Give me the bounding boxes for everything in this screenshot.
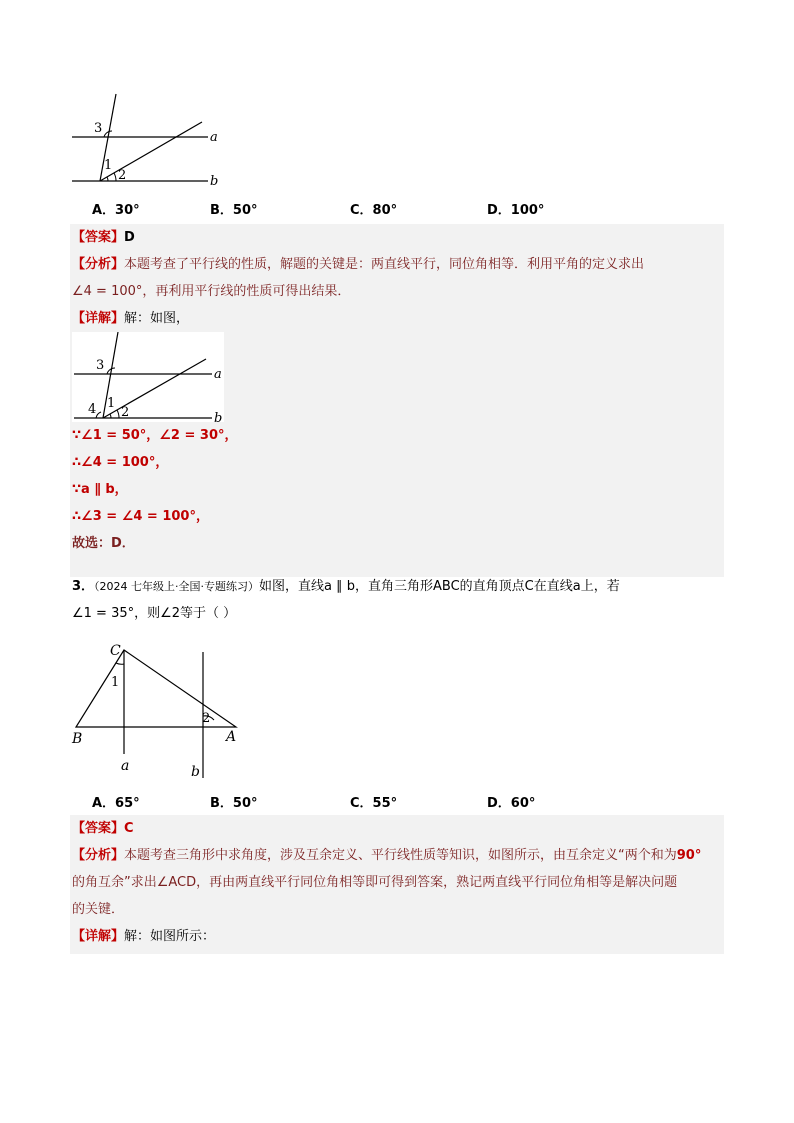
angle-4-label: 4: [88, 402, 97, 417]
line-b-label: b: [191, 764, 200, 780]
line-b-label: b: [210, 174, 219, 189]
angle-2-label: 2: [121, 405, 130, 420]
angle-1-label: 1: [111, 675, 120, 690]
detail-tag: 【详解】: [72, 929, 125, 944]
option-b: B．50°: [210, 203, 258, 218]
line-a-label: a: [214, 367, 222, 382]
angle-2-label: 2: [202, 711, 211, 726]
detail-intro: 解：如图所示：: [124, 929, 216, 944]
detail-intro: 解：如图，: [124, 311, 190, 326]
analysis-line-1: 本题考查了平行线的性质，解题的关键是：两直线平行，同位角相等．利用平角的定义求出: [124, 257, 645, 272]
analysis-line-2: 的角互余”求出∠ACD，再由两直线平行同位角相等即可得到答案，熟记两直线平行同位角相等是解决问题: [72, 875, 678, 890]
angle-3-label: 3: [96, 358, 105, 373]
answer-row: [70, 815, 724, 842]
parallel-lines-figure-2: [72, 332, 224, 422]
answer-value: D: [124, 230, 135, 245]
q2-solution-block: [70, 224, 724, 577]
detail-figure-frame: [72, 332, 224, 422]
option-c: C．80°: [350, 203, 398, 218]
analysis-line-2: ∠4 = 100°，再利用平行线的性质可得出结果．: [72, 284, 351, 299]
answer-tag: 【答案】: [72, 230, 125, 245]
question-3-line-2: ∠1 = 35°，则∠2等于（ ）: [72, 606, 237, 621]
angle-1-label: 1: [104, 158, 113, 173]
answer-tag: 【答案】: [72, 821, 125, 836]
option-c: C．55°: [350, 796, 398, 811]
q3-solution-block: [70, 815, 724, 954]
angle-3-label: 3: [94, 121, 103, 136]
line-a-label: a: [121, 758, 130, 774]
analysis-line-3: 的关键．: [72, 902, 125, 917]
right-triangle-figure: [68, 634, 248, 780]
option-a: A．65°: [92, 796, 140, 811]
vertex-b-label: B: [72, 731, 83, 747]
angle-2-label: 2: [118, 168, 127, 183]
vertex-c-label: C: [110, 643, 121, 659]
analysis-tag: 【分析】: [72, 257, 125, 272]
answer-row: [70, 224, 724, 251]
question-text-1: 如图，直线a ∥ b，直角三角形ABC的直角顶点C在直线a上，若: [259, 579, 620, 594]
line-a-label: a: [210, 130, 218, 145]
detail-step-2: ∴∠4 = 100°，: [72, 455, 169, 470]
detail-choice: 故选：D．: [72, 536, 135, 551]
detail-row: [70, 923, 724, 950]
question-source: （2024 七年级上·全国·专题练习）: [94, 580, 260, 593]
detail-step-3: ∵a ∥ b，: [72, 482, 128, 497]
option-d: D．100°: [487, 203, 545, 218]
detail-row: [70, 305, 724, 332]
detail-step-4: ∴∠3 = ∠4 = 100°，: [72, 509, 209, 524]
option-d: D．60°: [487, 796, 536, 811]
analysis-tag: 【分析】: [72, 848, 125, 863]
angle-1-label: 1: [107, 396, 116, 411]
analysis-90-degrees: 90°: [676, 848, 702, 863]
question-3-line-1: [72, 573, 620, 600]
detail-tag: 【详解】: [72, 311, 125, 326]
vertex-a-label: A: [226, 729, 237, 745]
analysis-row: [70, 842, 724, 869]
analysis-line-1: 本题考查三角形中求角度，涉及互余定义、平行线性质等知识，如图所示，由互余定义“两个和为: [124, 848, 677, 863]
question-number: 3．: [72, 579, 95, 594]
line-b-label: b: [214, 411, 223, 422]
option-a: A．30°: [92, 203, 140, 218]
analysis-row: [70, 251, 724, 278]
detail-step-1: ∵∠1 = 50°，∠2 = 30°，: [72, 428, 238, 443]
option-b: B．50°: [210, 796, 258, 811]
answer-value: C: [124, 821, 134, 836]
parallel-lines-figure-1: [60, 88, 240, 198]
